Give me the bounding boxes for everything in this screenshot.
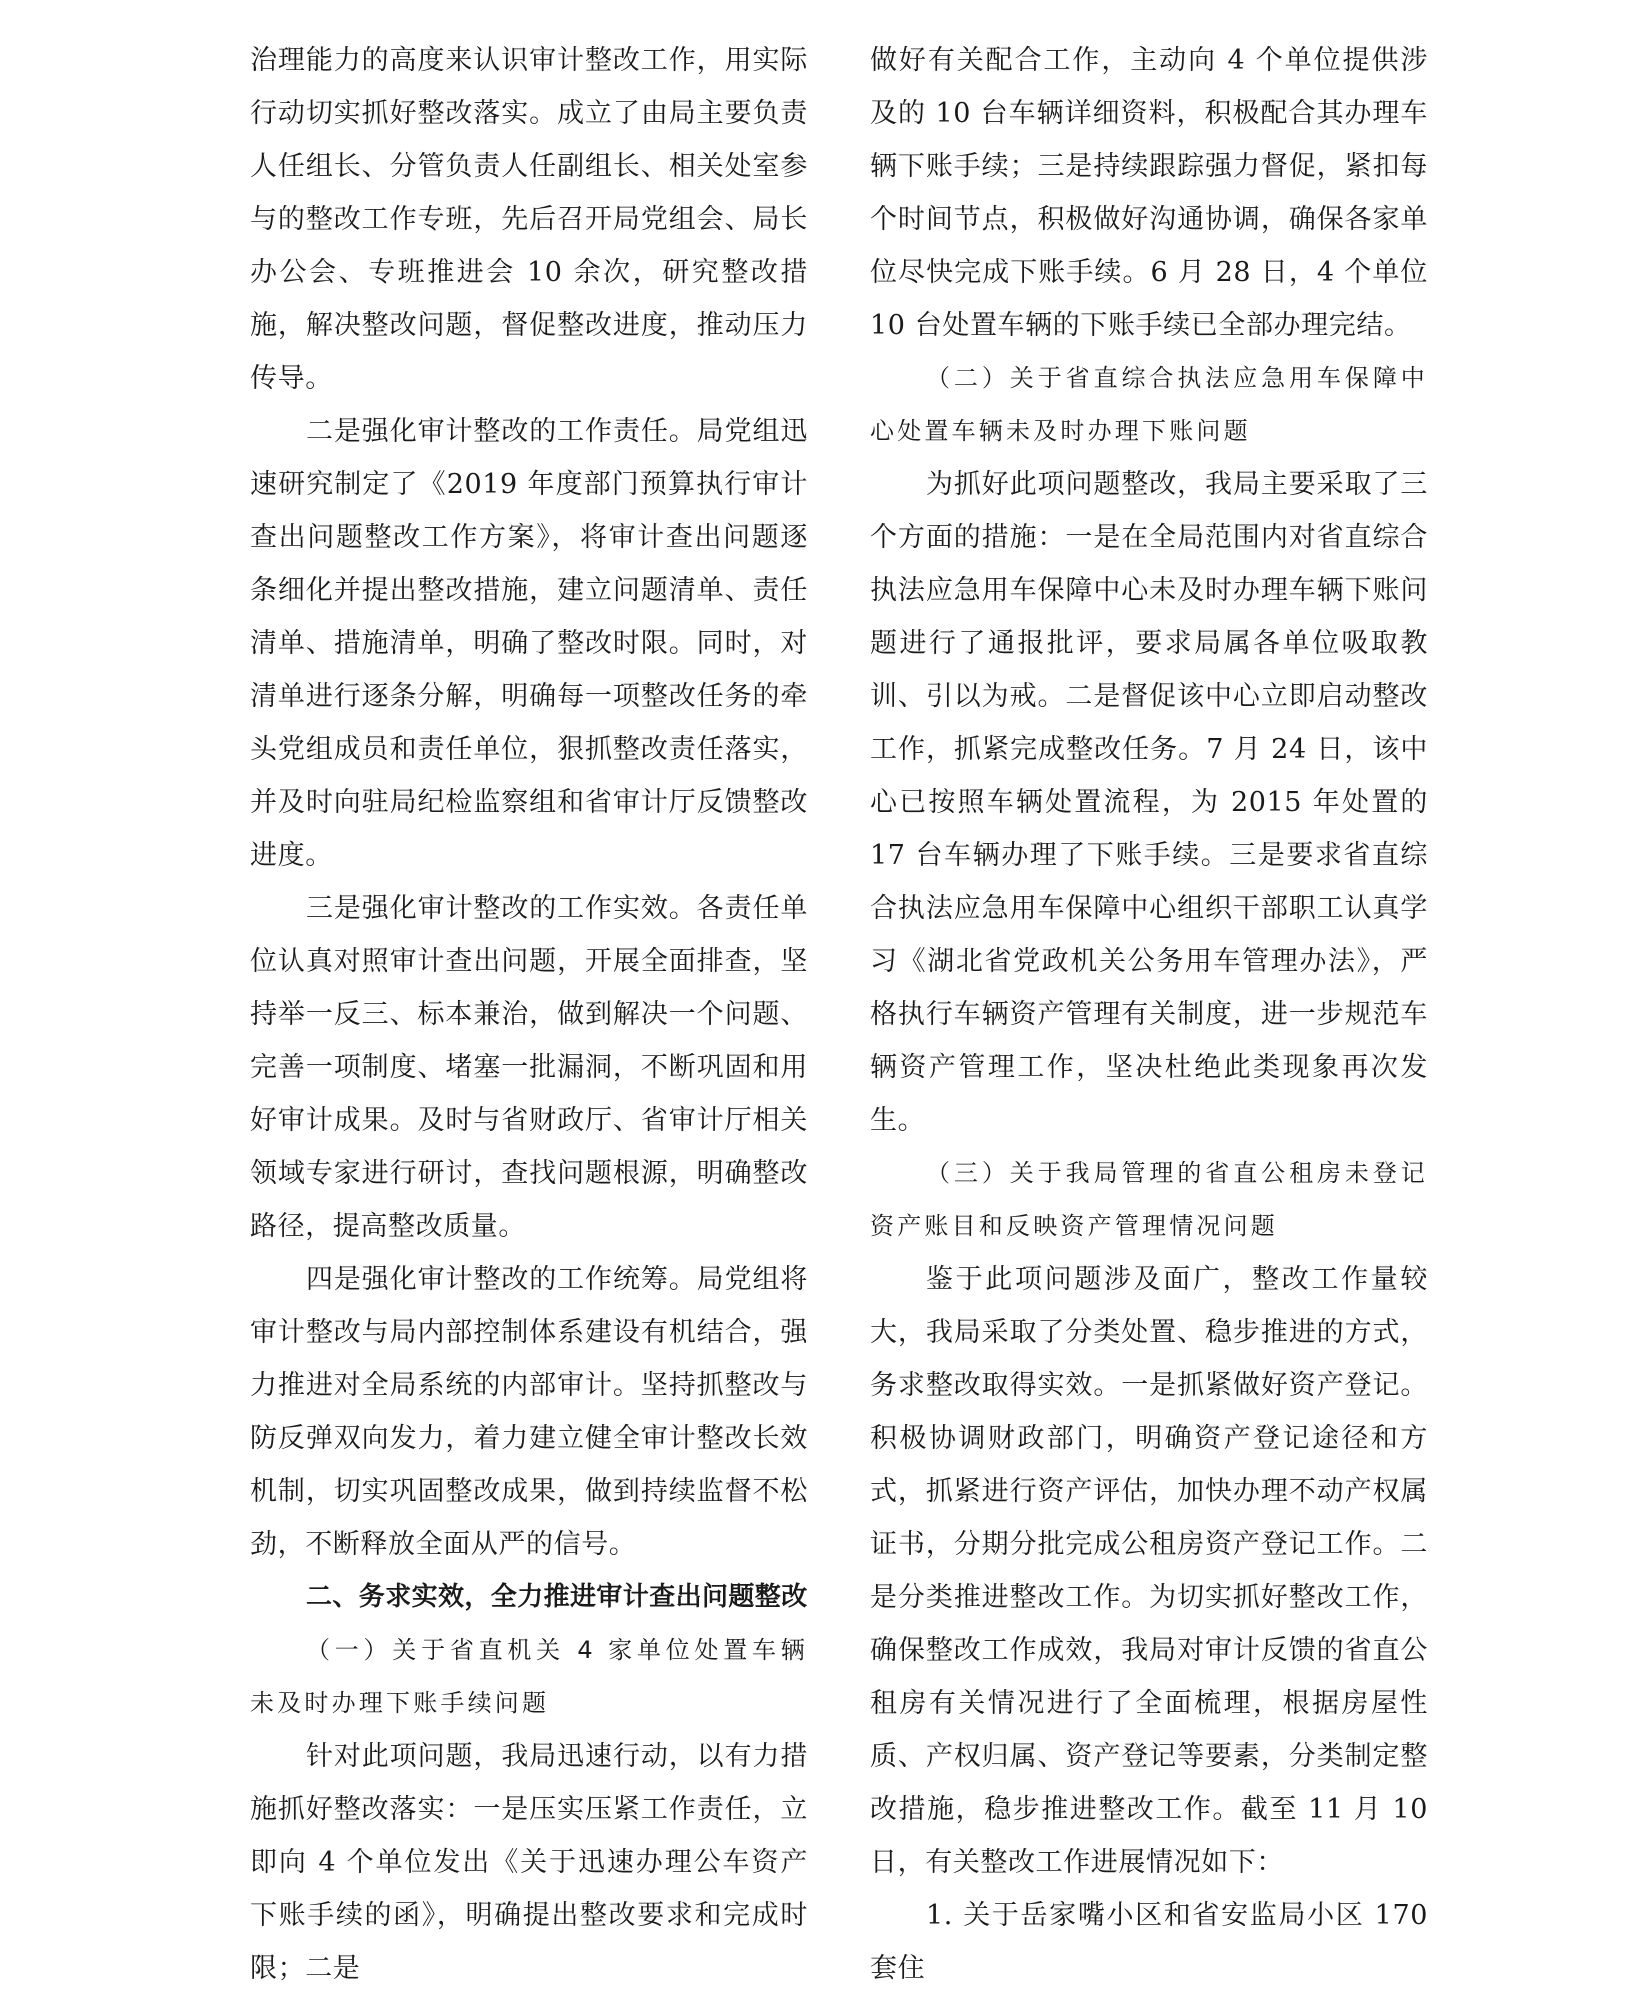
- subsection-heading: （一）关于省直机关 4 家单位处置车辆未及时办理下账手续问题: [250, 1636, 808, 1717]
- paragraph: 针对此项问题，我局迅速行动，以有力措施抓好整改落实：一是压实压紧工作责任，立即向 4 个单位发出《关于迅速办理公车资产下账手续的函》，明确提出整改要求和完成时限；二是: [250, 1741, 808, 1984]
- paragraph: 1. 关于岳家嘴小区和省安监局小区 170 套住: [870, 1900, 1428, 1984]
- section-heading: 二、务求实效，全力推进审计查出问题整改: [306, 1582, 808, 1612]
- paragraph: 鉴于此项问题涉及面广，整改工作量较大，我局采取了分类处置、稳步推进的方式，务求整改取得实效。一是抓紧做好资产登记。积极协调财政部门，明确资产登记途径和方式，抓紧进行资产评估，加快办理不动产权属证书，分期分批完成公租房资产登记工作。二是分类推进整改工作。为切实抓好整改工作，确保整改工作成效，我局对审计反馈的省直公租房有关情况进行了全面梳理，根据房屋性质、产权归属、资产登记等要素，分类制定整改措施，稳步推进整改工作。截至 11 月 10 日，有关整改工作进展情况如下：: [870, 1264, 1428, 1878]
- subsection-heading: （二）关于省直综合执法应急用车保障中心处置车辆未及时办理下账问题: [870, 364, 1428, 445]
- paragraph: 三是强化审计整改的工作实效。各责任单位认真对照审计查出问题，开展全面排查，坚持举一反三、标本兼治，做到解决一个问题、完善一项制度、堵塞一批漏洞，不断巩固和用好审计成果。及时与省财政厅、省审计厅相关领域专家进行研讨，查找问题根源，明确整改路径，提高整改质量。: [250, 893, 808, 1242]
- subsection-heading: （三）关于我局管理的省直公租房未登记资产账目和反映资产管理情况问题: [870, 1159, 1428, 1240]
- paragraph: 为抓好此项问题整改，我局主要采取了三个方面的措施：一是在全局范围内对省直综合执法应急用车保障中心未及时办理车辆下账问题进行了通报批评，要求局属各单位吸取教训、引以为戒。二是督促该中心立即启动整改工作，抓紧完成整改任务。7 月 24 日，该中心已按照车辆处置流程，为 2015 年处置的 17 台车辆办理了下账手续。三是要求省直综合执法应急用车保障中心组织干部职工认真学习《湖北省党政机关公务用车管理办法》，严格执行车辆资产管理有关制度，进一步规范车辆资产管理工作，坚决杜绝此类现象再次发生。: [870, 469, 1428, 1136]
- paragraph: 治理能力的高度来认识审计整改工作，用实际行动切实抓好整改落实。成立了由局主要负责人任组长、分管负责人任副组长、相关处室参与的整改工作专班，先后召开局党组会、局长办公会、专班推进会 10 余次，研究整改措施，解决整改问题，督促整改进度，推动压力传导。: [250, 45, 808, 394]
- paragraph: 二是强化审计整改的工作责任。局党组迅速研究制定了《2019 年度部门预算执行审计查出问题整改工作方案》，将审计查出问题逐条细化并提出整改措施，建立问题清单、责任清单、措施清单，明确了整改时限。同时，对清单进行逐条分解，明确每一项整改任务的牵头党组成员和责任单位，狠抓整改责任落实，并及时向驻局纪检监察组和省审计厅反馈整改进度。: [250, 416, 808, 871]
- right-column: [870, 34, 1428, 1995]
- paragraph: 做好有关配合工作，主动向 4 个单位提供涉及的 10 台车辆详细资料，积极配合其办理车辆下账手续；三是持续跟踪强力督促，紧扣每个时间节点，积极做好沟通协调，确保各家单位尽快完成下账手续。6 月 28 日，4 个单位 10 台处置车辆的下账手续已全部办理完结。: [870, 45, 1428, 341]
- left-column: [250, 34, 808, 1995]
- paragraph: 四是强化审计整改的工作统筹。局党组将审计整改与局内部控制体系建设有机结合，强力推进对全局系统的内部审计。坚持抓整改与防反弹双向发力，着力建立健全审计整改长效机制，切实巩固整改成果，做到持续监督不松劲，不断释放全面从严的信号。: [250, 1264, 808, 1560]
